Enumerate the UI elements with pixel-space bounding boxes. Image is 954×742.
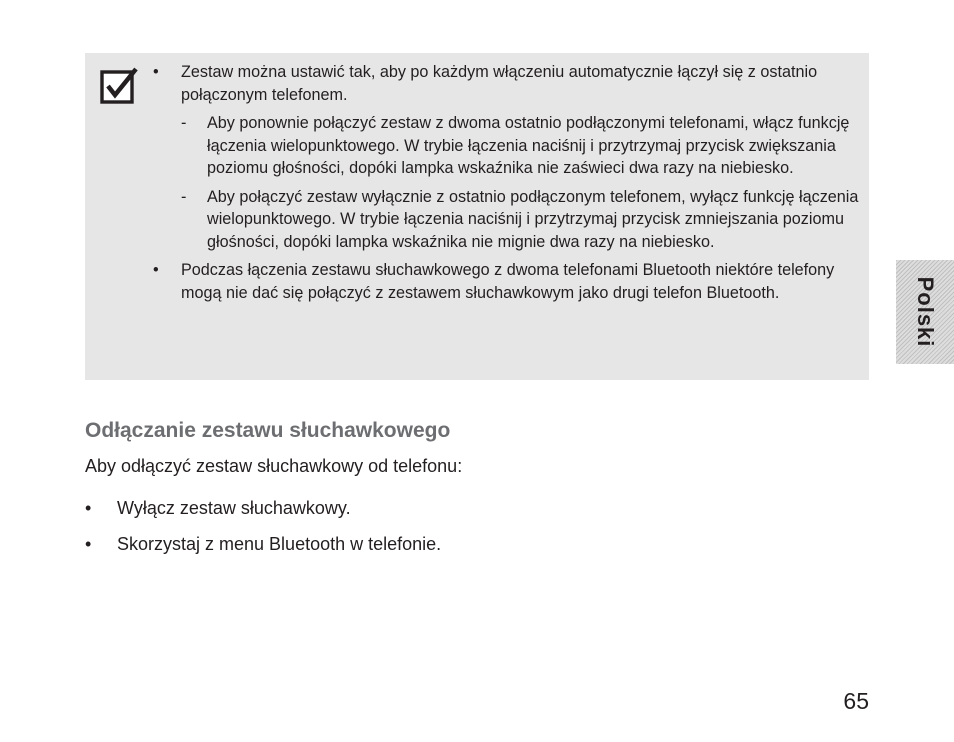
note-bullet-text: Zestaw można ustawić tak, aby po każdym włączeniu automatycznie łączył się z ostatnio połączonym telefonem. <box>181 63 818 104</box>
section-intro: Aby odłączyć zestaw słuchawkowy od telefonu: <box>85 456 463 476</box>
note-sub-list <box>153 112 859 253</box>
bullet-mark: • <box>85 534 92 554</box>
note-sub-item-text: Aby połączyć zestaw wyłącznie z ostatnio podłączonym telefonem, wyłącz funkcję łączenia wielopunktowego. W trybie łączenia naciśnij i przytrzymaj przycisk zmniejszania poziomu głośności, dopóki lampka wskaźnika nie mignie dwa razy na niebiesko. <box>207 187 859 251</box>
note-sub-item <box>153 186 859 254</box>
dash-mark: - <box>181 114 187 132</box>
list-item <box>85 534 441 570</box>
steps-list <box>85 498 441 570</box>
bullet-mark: • <box>153 63 159 81</box>
note-sub-item <box>153 112 859 180</box>
bullet-mark: • <box>85 498 92 518</box>
note-list <box>153 61 859 304</box>
list-item-text: Skorzystaj z menu Bluetooth w telefonie. <box>117 534 442 554</box>
language-tab-label: Polski <box>913 276 938 348</box>
language-tab <box>896 260 954 364</box>
checkbox-checked-icon <box>100 66 140 106</box>
page-number: 65 <box>843 688 869 714</box>
note-sub-item-text: Aby ponownie połączyć zestaw z dwoma ostatnio podłączonymi telefonami, włącz funkcję łączenia wielopunktowego. W trybie łączenia naciśnij i przytrzymaj przycisk zwiększania poziomu głośności, dopóki lampka wskaźnika nie zaświeci dwa razy na niebiesko. <box>207 114 850 177</box>
note-box <box>85 53 869 380</box>
dash-mark: - <box>181 187 187 206</box>
note-bullet <box>153 259 859 304</box>
section-heading: Odłączanie zestawu słuchawkowego <box>85 419 451 442</box>
note-bullet-text: Podczas łączenia zestawu słuchawkowego z dwoma telefonami Bluetooth niektóre telefony mogą nie dać się połączyć z zestawem słuchawkowym jako drugi telefon Bluetooth. <box>181 261 835 302</box>
bullet-mark: • <box>153 261 159 279</box>
list-item <box>85 498 441 534</box>
note-bullet <box>153 61 859 106</box>
list-item-text: Wyłącz zestaw słuchawkowy. <box>117 498 351 518</box>
